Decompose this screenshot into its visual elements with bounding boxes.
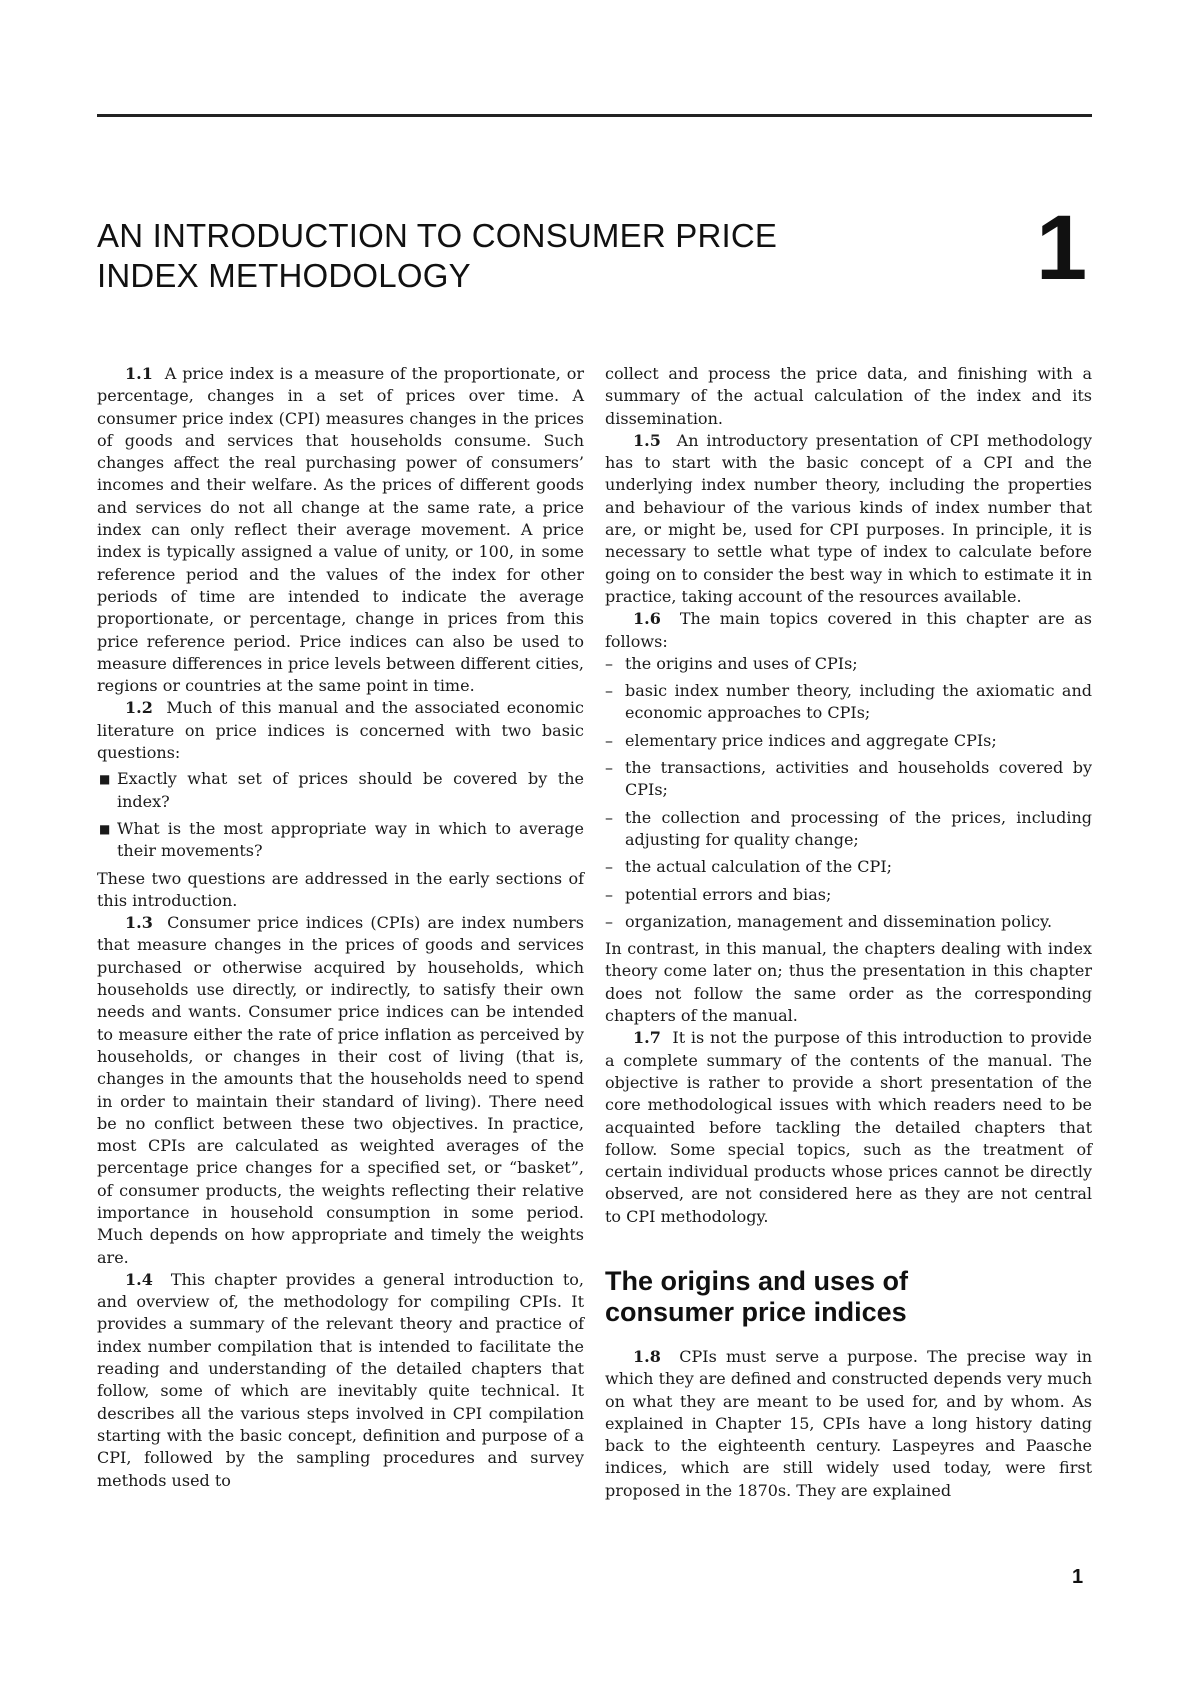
- paragraph-text: A price index is a measure of the proportionate, or percentage, changes in a set of prices over time. A consumer price index (CPI) measures changes in the prices of goods and services that households consume. Such changes affect the real purchasing power of consumers’ incomes and their welfare. As the prices of different goods and services do not all change at the same rate, a price index can only reflect their average movement. A price index is typically assigned a value of unity, or 100, in some reference period and the values of the index for other periods of time are intended to indicate the average proportionate, or percentage, change in prices from this price reference period. Price indices can also be used to measure differences in price levels between different cities, regions or countries at the same point in time.: [97, 364, 584, 696]
- paragraph-number: 1.2: [125, 698, 153, 718]
- paragraph-1-7: [605, 1027, 1092, 1228]
- list-item: – basic index number theory, including the axiomatic and economic approaches to CPIs;: [605, 681, 1092, 723]
- chapter-number: 1: [1036, 197, 1088, 299]
- question-list: [97, 768, 584, 862]
- paragraph-number: 1.3: [125, 913, 153, 933]
- dash-icon: –: [605, 681, 613, 701]
- paragraph-number: 1.8: [633, 1346, 661, 1366]
- right-column: [605, 363, 1092, 1502]
- topics-list: [605, 653, 1092, 933]
- paragraph-number: 1.7: [633, 1028, 661, 1048]
- paragraph-1-2-continued: These two questions are addressed in the early sections of this introduction.: [97, 868, 584, 910]
- paragraph-text: This chapter provides a general introduction to, and overview of, the methodology for compiling CPIs. It provides a summary of the relevant theory and practice of index number compilation that is intended to facilitate the reading and understanding of the detailed chapters that follow, some of which are inevitably quite technical. It describes all the various steps involved in CPI compilation starting with the basic concept, definition and purpose of a CPI, followed by the sampling procedures and survey methods used to: [97, 1269, 584, 1490]
- bullet-icon: ■: [99, 821, 111, 836]
- paragraph-1-2: [97, 697, 584, 764]
- paragraph-1-4: [97, 1269, 584, 1492]
- paragraph-1-4-continued: collect and process the price data, and finishing with a summary of the actual calculation of the index and its dissemination.: [605, 364, 1092, 428]
- paragraph-1-5: [605, 430, 1092, 608]
- list-item: – the origins and uses of CPIs;: [605, 653, 1092, 675]
- paragraph-1-6: [605, 608, 1092, 653]
- dash-icon: –: [605, 653, 613, 673]
- bullet-icon: ■: [99, 772, 111, 787]
- paragraph-1-6-continued: In contrast, in this manual, the chapters dealing with index theory come later on; thus the presentation in this chapter does not follow the same order as the corresponding chapters of the manual.: [605, 939, 1092, 1026]
- section-heading: [605, 1266, 1092, 1328]
- paragraph-1-3: [97, 912, 584, 1269]
- dash-icon: –: [605, 807, 613, 827]
- list-item: – the collection and processing of the prices, including adjusting for quality change;: [605, 807, 1092, 849]
- paragraph-text: Much of this manual and the associated economic literature on price indices is concerned with two basic questions:: [97, 698, 585, 763]
- page-number: 1: [1072, 1566, 1084, 1588]
- top-rule: [97, 114, 1092, 117]
- dash-icon: –: [605, 884, 613, 904]
- list-item: ■ What is the most appropriate way in which to average their movements?: [99, 818, 584, 861]
- paragraph-text: Consumer price indices (CPIs) are index numbers that measure changes in the prices of goods and services purchased or otherwise acquired by households, which households use directly, or indirectly, to satisfy their own needs and wants. Consumer price indices can be intended to measure either the rate of price inflation as perceived by households, or changes in their cost of living (that is, changes in the amounts that the households need to spend in order to maintain their standard of living). There need be no conflict between these two objectives. In practice, most CPIs are calculated as weighted averages of the percentage price changes for a specified set, or “basket”, of consumer products, the weights reflecting their relative importance in household consumption in some period. Much depends on how appropriate and timely the weights are.: [97, 913, 584, 1267]
- paragraph-number: 1.6: [633, 609, 661, 629]
- dash-icon: –: [605, 857, 613, 877]
- list-item: – organization, management and dissemination policy.: [605, 911, 1092, 933]
- paragraph-text: It is not the purpose of this introduction to provide a complete summary of the contents of the manual. The objective is rather to provide a short presentation of the core methodological issues with which readers need to be acquainted before tackling the detailed chapters that follow. Some special topics, such as the treatment of certain individual products whose prices cannot be directly observed, are not considered here as they are not central to CPI methodology.: [605, 1028, 1092, 1226]
- list-item: – the transactions, activities and households covered by CPIs;: [605, 758, 1092, 800]
- chapter-title: [97, 216, 897, 296]
- chapter-title-line-2: INDEX METHODOLOGY: [97, 257, 471, 294]
- paragraph-1-1: [97, 363, 584, 697]
- paragraph-1-8: [605, 1346, 1092, 1502]
- dash-icon: –: [605, 730, 613, 750]
- paragraph-text: CPIs must serve a purpose. The precise way in which they are defined and constructed depends very much on what they are meant to be used for, and by whom. As explained in Chapter 15, CPIs have a long history dating back to the eighteenth century. Laspeyres and Paasche indices, which are still widely used today, were first proposed in the 1870s. They are explained: [605, 1346, 1092, 1500]
- paragraph-text: The main topics covered in this chapter are as follows:: [605, 609, 1093, 651]
- paragraph-number: 1.1: [125, 364, 153, 383]
- paragraph-number: 1.4: [125, 1269, 153, 1289]
- list-item: – the actual calculation of the CPI;: [605, 856, 1092, 878]
- list-item: – elementary price indices and aggregate CPIs;: [605, 730, 1092, 752]
- section-heading-line-2: consumer price indices: [605, 1296, 907, 1327]
- list-item: – potential errors and bias;: [605, 884, 1092, 906]
- dash-icon: –: [605, 758, 613, 778]
- left-column: [97, 363, 584, 1492]
- dash-icon: –: [605, 911, 613, 931]
- section-heading-line-1: The origins and uses of: [605, 1265, 909, 1296]
- paragraph-number: 1.5: [633, 430, 661, 450]
- paragraph-text: An introductory presentation of CPI methodology has to start with the basic concept of a CPI and the underlying index number theory, including the properties and behaviour of the various kinds of index number that are, or might be, used for CPI purposes. In principle, it is necessary to settle what type of index to calculate before going on to consider the best way in which to estimate it in practice, taking account of the resources available.: [605, 430, 1093, 606]
- list-item: ■ Exactly what set of prices should be covered by the index?: [99, 769, 584, 811]
- chapter-title-line-1: AN INTRODUCTION TO CONSUMER PRICE: [97, 217, 778, 254]
